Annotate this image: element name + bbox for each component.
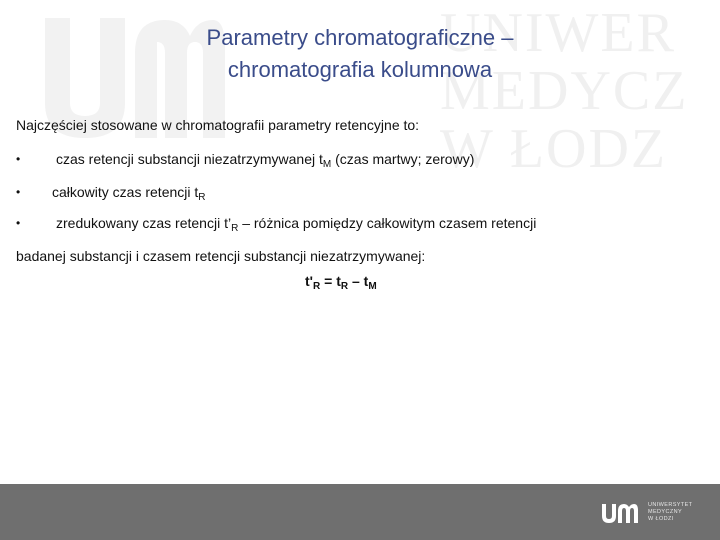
university-logo-text [648,502,692,523]
watermark-line: W ŁODZ [440,118,668,180]
bullet-text-rest: – różnica pomiędzy całkowitym czasem retencji [238,215,537,231]
continuation-text: badanej substancji i czasem retencji substancji niezatrzymywanej: [16,248,426,264]
footer-bar [0,484,720,540]
bullet-text [52,183,206,201]
formula-term: – t [348,273,369,289]
bullet-text [56,214,536,232]
intro-text: Najczęściej stosowane w chromatografii parametry retencyjne to: [16,117,420,133]
bullet-text-main: czas retencji substancji niezatrzymywanej t [56,151,323,167]
bullet-icon: • [16,185,21,199]
formula-subscript: R [340,281,349,292]
formula-subscript: R [313,281,321,292]
bullet-text [56,150,474,168]
slide-title-line: chromatografia kolumnowa [227,57,493,82]
logo-text-line: MEDYCZNY [648,509,683,515]
bullet-text-main: zredukowany czas retencji t’ [56,215,232,231]
slide-title-line: Parametry chromatograficzne – [206,25,514,50]
bullet-subscript: M [322,159,332,170]
watermark-line: UNIWER [440,2,676,64]
slide-title [0,22,720,86]
bullet-icon: • [16,216,21,230]
bullet-subscript: R [198,192,206,203]
formula-subscript: M [368,281,377,292]
logo-text-line: UNIWERSYTET [648,502,693,508]
formula [305,272,377,290]
bullet-text-main: całkowity czas retencji t [52,184,199,200]
bullet-text-rest: (czas martwy; zerowy) [331,151,475,167]
bullet-icon: • [16,152,21,166]
formula-term: = t [320,273,341,289]
bullet-subscript: R [231,223,239,234]
university-logo-icon [600,501,640,525]
watermark-line: MEDYCZ [440,60,689,122]
logo-text-line: W ŁODZI [648,516,674,522]
formula-term: t' [305,273,313,289]
